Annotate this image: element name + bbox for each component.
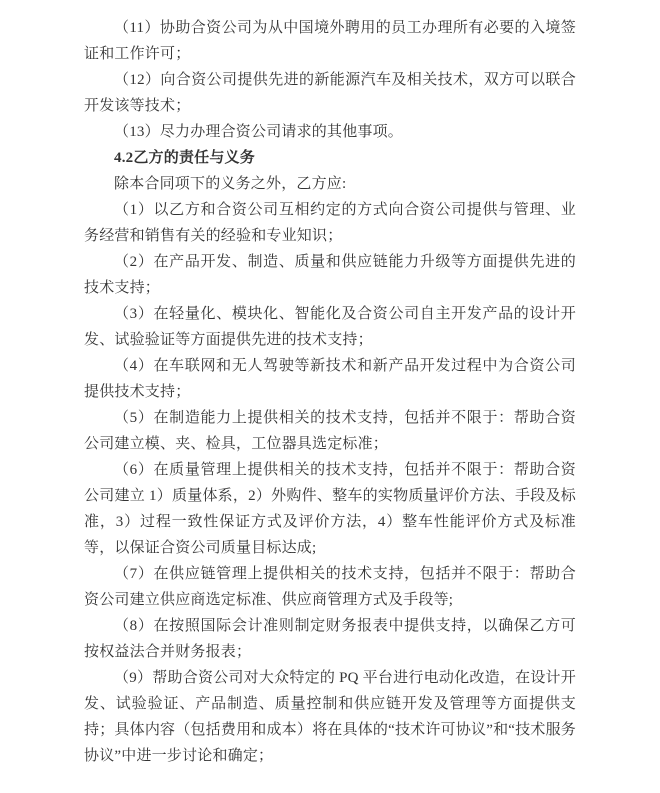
- paragraph: （3）在轻量化、模块化、智能化及合资公司自主开发产品的设计开发、试验验证等方面提供先进的技术支持；: [84, 306, 576, 348]
- paragraph: （13）尽力办理合资公司请求的其他事项。: [114, 124, 404, 140]
- section-heading: 4.2乙方的责任与义务: [114, 150, 255, 166]
- paragraph: 除本合同项下的义务之外，乙方应:: [114, 176, 347, 192]
- paragraph: （4）在车联网和无人驾驶等新技术和新产品开发过程中为合资公司提供技术支持；: [84, 358, 576, 400]
- paragraph: （2）在产品开发、制造、质量和供应链能力升级等方面提供先进的技术支持；: [84, 254, 576, 296]
- paragraph: （9）帮助合资公司对大众特定的 PQ 平台进行电动化改造，在设计开发、试验验证、产品制造、质量控制和供应链开发及管理等方面提供支持；具体内容（包括费用和成本）将在具体的“技术许可协议”和“技术服务协议”中进一步讨论和确定；: [84, 670, 576, 764]
- paragraph: （8）在按照国际会计准则制定财务报表中提供支持，以确保乙方可按权益法合并财务报表；: [84, 618, 576, 660]
- paragraph: （1）以乙方和合资公司互相约定的方式向合资公司提供与管理、业务经营和销售有关的经验和专业知识；: [84, 202, 576, 244]
- document-body: [84, 15, 576, 769]
- paragraph: （7）在供应链管理上提供相关的技术支持，包括并不限于：帮助合资公司建立供应商选定标准、供应商管理方式及手段等;: [84, 566, 576, 608]
- paragraph: （6）在质量管理上提供相关的技术支持，包括并不限于：帮助合资公司建立 1）质量体系，2）外购件、整车的实物质量评价方法、手段及标准，3）过程一致性保证方式及评价方法，4）整车性能评价方式及标准等，以保证合资公司质量目标达成;: [84, 462, 576, 556]
- paragraph: （12）向合资公司提供先进的新能源汽车及相关技术，双方可以联合开发该等技术；: [84, 72, 576, 114]
- paragraph: （11）协助合资公司为从中国境外聘用的员工办理所有必要的入境签证和工作许可；: [84, 20, 576, 62]
- paragraph: （5）在制造能力上提供相关的技术支持，包括并不限于：帮助合资公司建立模、夹、检具，工位器具选定标准；: [84, 410, 576, 452]
